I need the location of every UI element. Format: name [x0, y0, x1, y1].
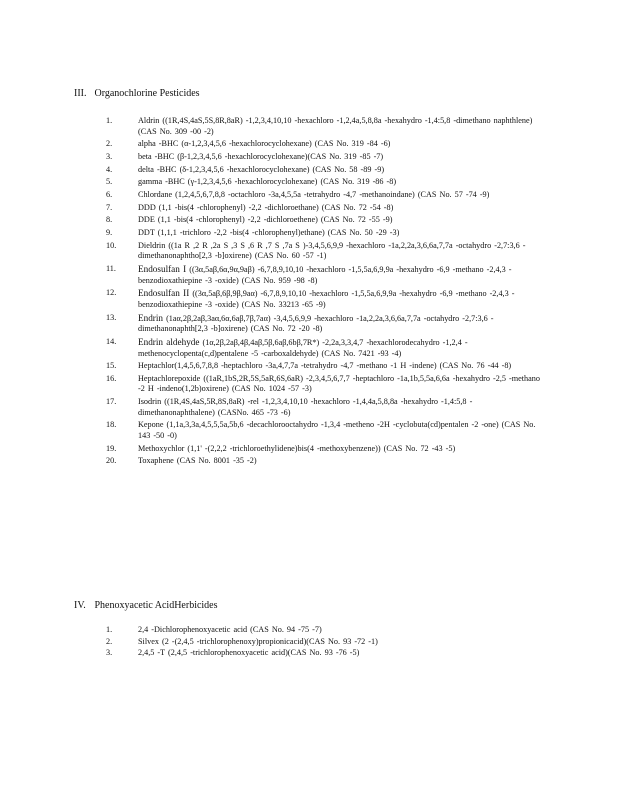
item-number: 7.: [106, 202, 113, 212]
phenoxyacetic-list: [106, 625, 546, 660]
list-item: [106, 397, 546, 418]
organochlorine-list: [106, 116, 546, 469]
item-number: 3.: [106, 648, 113, 658]
list-item: [106, 444, 546, 455]
item-text: Dieldrin ((1a R ,2 R ,2a S ,3 S ,6 R ,7 S ,7a S )-3,4,5,6,9,9 -hexachloro -1a,2,2a,3,6,6a,7,7a -octahydro -2,7:3,6 -dimethanonaphtho[2,3 -b]oxirene) (CAS No. 60 -57 -1): [138, 240, 526, 261]
list-item: [106, 420, 546, 441]
item-number: 15.: [106, 361, 117, 371]
item-number: 9.: [106, 228, 113, 238]
item-number: 2.: [106, 139, 113, 149]
item-number: 12.: [106, 288, 117, 298]
item-text: delta -BHC (δ-1,2,3,4,5,6 -hexachlorocyclohexane) (CAS No. 58 -89 -9): [138, 164, 385, 174]
list-item: [106, 190, 546, 201]
list-item: [106, 215, 546, 226]
section-heading-phenoxyacetic: [74, 600, 218, 611]
item-text: Chlordane (1,2,4,5,6,7,8,8 -octachloro -3a,4,5,5a -tetrahydro -4,7 -methanoindane) (CAS No. 57 -74 -9): [138, 190, 490, 200]
item-text: 2,4 -Dichlorophenoxyacetic acid (CAS No. 94 -75 -7): [138, 625, 322, 634]
item-number: 16.: [106, 373, 117, 383]
list-item: [106, 264, 546, 286]
list-item: [106, 177, 546, 188]
list-item: [106, 625, 546, 636]
section-number: III.: [74, 88, 87, 99]
item-text: DDD (1,1 -bis(4 -chlorophenyl) -2,2 -dichloroethane) (CAS No. 72 -54 -8): [138, 202, 394, 212]
item-text: ((3α,5aβ,6α,9α,9aβ) -6,7,8,9,10,10 -hexachloro -1,5,5a,6,9,9a -hexahydro -6,9 -methano -2,4,3 -benzodioxathiepine -3 -oxide) (CAS No. 959 -98 -8): [138, 265, 512, 285]
list-item: [106, 139, 546, 150]
item-text: DDT (1,1,1 -trichloro -2,2 -bis(4 -chlorophenyl)ethane) (CAS No. 50 -29 -3): [138, 228, 400, 238]
item-number: 3.: [106, 151, 113, 161]
item-text: (1aα,2β,2aβ,3aα,6α,6aβ,7β,7aα) -3,4,5,6,9,9 -hexachloro -1a,2,2a,3,6,6a,7,7a -octahydro -2,7:3,6 -dimethanonaphth[2,3 -b]oxirene) (CAS No. 72 -20 -8): [138, 313, 494, 334]
item-text: Aldrin ((1R,4S,4aS,5S,8R,8aR) -1,2,3,4,10,10 -hexachloro -1,2,4a,5,8,8a -hexahydro -1,4:5,8 -dimethano naphthlene) (CAS No. 309 -00 -2): [138, 116, 533, 136]
item-text: DDE (1,1 -bis(4 -chlorophenyl) -2,2 -dichloroethene) (CAS No. 72 -55 -9): [138, 215, 393, 225]
item-text: alpha -BHC (α-1,2,3,4,5,6 -hexachlorocyclohexane) (CAS No. 319 -84 -6): [138, 139, 391, 149]
list-item: [106, 456, 546, 467]
item-text: Heptachlorepoxide ((1aR,1bS,2R,5S,5aR,6S,6aR) -2,3,4,5,6,7,7 -heptachloro -1a,1b,5,5a,6,6a -hexahydro -2,5 -methano -2 H -indeno(1,2b)oxirene) (CAS No. 1024 -57 -3): [138, 373, 540, 394]
list-item: [106, 241, 546, 262]
item-bold-name: Endrin aldehyde: [138, 336, 200, 347]
item-number: 1.: [106, 116, 113, 125]
list-item: [106, 203, 546, 214]
item-number: 6.: [106, 190, 113, 200]
list-item: [106, 361, 546, 372]
item-number: 10.: [106, 240, 117, 250]
item-number: 13.: [106, 312, 117, 322]
list-item: [106, 374, 546, 395]
item-text: ((3α,5aβ,6β,9β,9aα) -6,7,8,9,10,10 -hexachloro -1,5,5a,6,9,9a -hexahydro -6,9 -methano -2,4,3 -benzodioxathiepine -3 -oxide) (CAS No. 33213 -65 -9): [138, 289, 515, 309]
list-item: [106, 228, 546, 239]
item-text: Heptachlor(1,4,5,6,7,8,8 -heptachloro -3a,4,7,7a -tetrahydro -4,7 -methano -1 H -indene) (CAS No. 76 -44 -8): [138, 361, 512, 371]
list-item: [106, 152, 546, 163]
item-text: Silvex (2 -(2,4,5 -trichlorophenoxy)propionicacid)(CAS No. 93 -72 -1): [138, 636, 378, 646]
item-text: Methoxychlor (1,1' -(2,2,2 -trichloroethylidene)bis(4 -methoxybenzene)) (CAS No. 72 -43 -5): [138, 443, 456, 453]
item-text: (1α,2β,2aβ,4β,4aβ,5β,6aβ,6bβ,7R*) -2,2a,3,3,4,7 -hexachlorodecahydro -1,2,4 -methenocyclopenta(c,d)pentalene -5 -carboxaldehyde) (CAS No. 7421 -93 -4): [138, 337, 468, 358]
item-text: Isodrin ((1R,4S,4aS,5R,8S,8aR) -rel -1,2,3,4,10,10 -hexachloro -1,4,4a,5,8,8a -hexahydro -1,4:5,8 -dimethanonaphthalene) (CASNo. 465 -73 -6): [138, 397, 473, 417]
item-number: 17.: [106, 397, 117, 407]
section-number: IV.: [74, 600, 86, 611]
list-item: [106, 165, 546, 176]
item-text: 2,4,5 -T (2,4,5 -trichlorophenoxyacetic acid)(CAS No. 93 -76 -5): [138, 648, 360, 658]
list-item: [106, 637, 546, 648]
item-text: Kepone (1,1a,3,3a,4,5,5,5a,5b,6 -decachlorooctahydro -1,3,4 -metheno -2H -cyclobuta(cd)pentalen -2 -one) (CAS No. 143 -50 -0): [138, 420, 536, 441]
item-text: beta -BHC (β-1,2,3,4,5,6 -hexachlorocyclohexane)(CAS No. 319 -85 -7): [138, 151, 384, 161]
item-bold-name: Endosulfan I: [138, 264, 187, 275]
item-text: gamma -BHC (γ-1,2,3,4,5,6 -hexachlorocyclohexane) (CAS No. 319 -86 -8): [138, 177, 397, 187]
item-bold-name: Endosulfan II: [138, 288, 190, 299]
list-item: [106, 116, 546, 137]
item-number: 19.: [106, 443, 117, 453]
item-number: 18.: [106, 420, 117, 430]
item-number: 20.: [106, 456, 117, 466]
item-number: 5.: [106, 177, 113, 187]
list-item: [106, 288, 546, 310]
section-title: Organochlorine Pesticides: [94, 88, 200, 99]
list-item: [106, 337, 546, 359]
item-number: 14.: [106, 336, 117, 346]
section-title: Phenoxyacetic AcidHerbicides: [94, 600, 218, 611]
item-number: 8.: [106, 215, 113, 225]
item-number: 4.: [106, 164, 113, 174]
item-number: 2.: [106, 636, 113, 646]
item-text: Toxaphene (CAS No. 8001 -35 -2): [138, 456, 257, 466]
item-number: 1.: [106, 625, 113, 634]
section-heading-organochlorine: [74, 88, 200, 99]
item-bold-name: Endrin: [138, 312, 164, 323]
item-number: 11.: [106, 264, 116, 274]
list-item: [106, 648, 546, 659]
list-item: [106, 313, 546, 335]
